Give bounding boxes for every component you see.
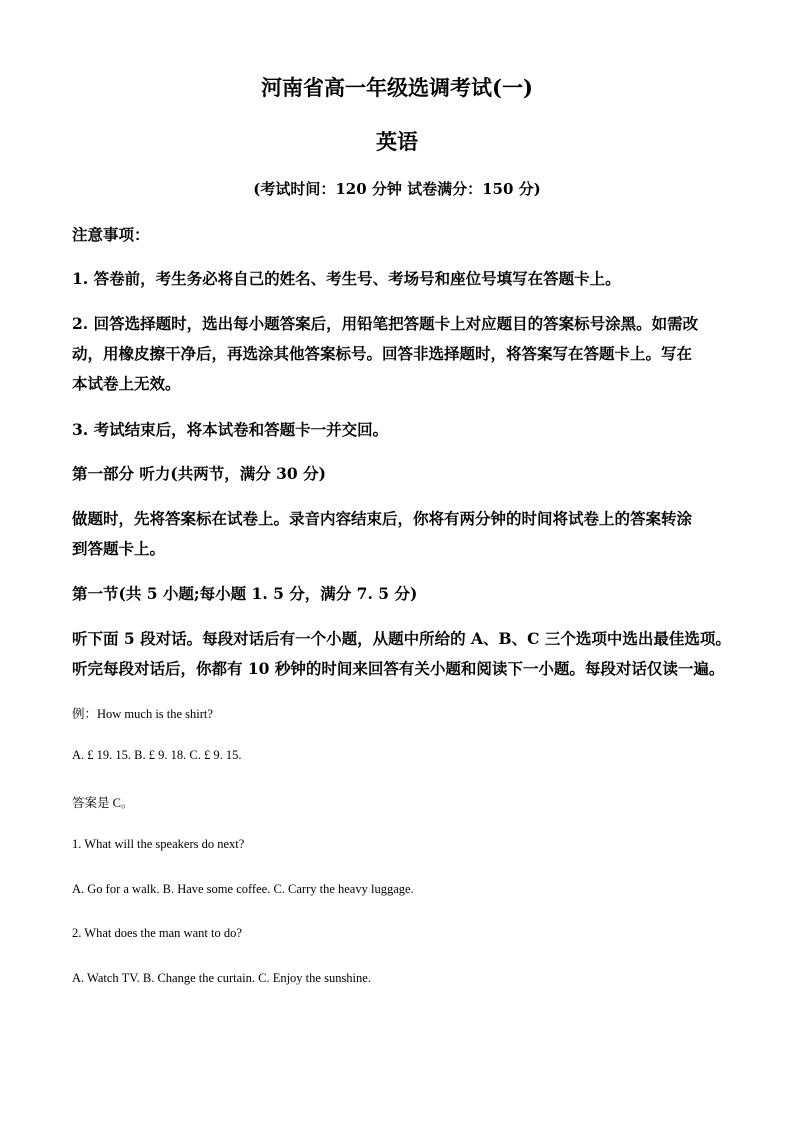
note-item-3: 3. 考试结束后，将本试卷和答题卡一并交回。 <box>72 420 389 439</box>
exam-title: 河南省高一年级选调考试(一) <box>261 75 533 100</box>
exam-info: (考试时间：120 分钟 试卷满分：150 分) <box>253 180 541 198</box>
section1-instruction-line-2: 听完每段对话后，你都有 10 秒钟的时间来回答有关小题和阅读下一小题。每段对话仅读一遍。 <box>72 659 725 678</box>
part1-heading: 第一部分 听力(共两节，满分 30 分) <box>72 464 326 483</box>
section1-instruction-line-1: 听下面 5 段对话。每段对话后有一个小题，从题中所给的 A、B、C 三个选项中选出最佳选项。 <box>72 629 731 648</box>
note-item-2-line-1: 2. 回答选择题时，选出每小题答案后，用铅笔把答题卡上对应题目的答案标号涂黑。如需改 <box>72 314 699 333</box>
question-2-options: A. Watch TV. B. Change the curtain. C. Enjoy the sunshine. <box>72 971 371 985</box>
section1-heading: 第一节(共 5 小题;每小题 1. 5 分，满分 7. 5 分) <box>72 584 418 603</box>
question-1: 1. What will the speakers do next? <box>72 837 245 851</box>
subject-title: 英语 <box>376 129 418 154</box>
part1-instruction-line-2: 到答题卡上。 <box>72 539 166 558</box>
example-answer: 答案是 C。 <box>72 796 134 810</box>
question-1-options: A. Go for a walk. B. Have some coffee. C. Carry the heavy luggage. <box>72 882 414 896</box>
question-2: 2. What does the man want to do? <box>72 926 242 940</box>
part1-instruction-line-1: 做题时，先将答案标在试卷上。录音内容结束后，你将有两分钟的时间将试卷上的答案转涂 <box>72 509 693 528</box>
note-item-2-line-3: 本试卷上无效。 <box>72 374 181 393</box>
example-question: 例：How much is the shirt? <box>72 707 213 721</box>
notes-heading: 注意事项： <box>72 225 150 244</box>
note-item-1: 1. 答卷前，考生务必将自己的姓名、考生号、考场号和座位号填写在答题卡上。 <box>72 269 621 288</box>
example-options: A. £ 19. 15. B. £ 9. 18. C. £ 9. 15. <box>72 748 242 762</box>
note-item-2-line-2: 动，用橡皮擦干净后，再选涂其他答案标号。回答非选择题时，将答案写在答题卡上。写在 <box>72 344 693 363</box>
